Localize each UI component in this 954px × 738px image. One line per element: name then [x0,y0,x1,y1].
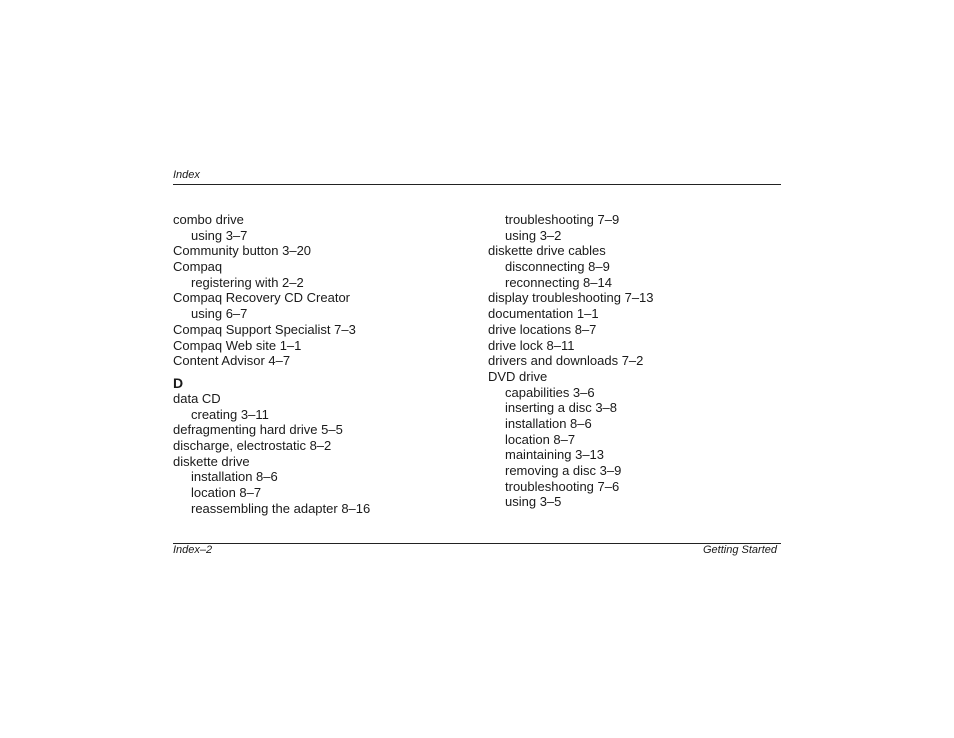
index-entry: Compaq Support Specialist 7–3 [173,321,356,337]
footer-rule [173,543,781,544]
index-subentry: capabilities 3–6 [505,384,595,400]
index-entry: combo drive [173,212,244,227]
index-entry: discharge, electrostatic 8–2 [173,437,332,453]
index-entry: defragmenting hard drive 5–5 [173,422,343,438]
index-subentry: installation 8–6 [191,469,278,485]
index-entry: drive locations 8–7 [488,321,597,337]
index-entry: Compaq [173,259,223,275]
index-subentry: reassembling the adapter 8–16 [191,500,371,516]
index-entry: diskette drive [173,453,250,469]
index-subentry: reconnecting 8–14 [505,274,612,290]
index-entry: drive lock 8–11 [488,337,575,353]
index-entry: Content Advisor 4–7 [173,353,291,369]
index-subentry: location 8–7 [505,431,576,447]
index-subentry: registering with 2–2 [191,274,304,290]
index-entry: drivers and downloads 7–2 [488,353,644,369]
index-subentry: using 6–7 [191,306,248,322]
index-column-left [173,212,473,516]
document-title: Getting Started [703,544,777,556]
index-subentry: using 3–5 [505,494,562,510]
index-entry: data CD [173,390,221,406]
index-entry: documentation 1–1 [488,306,599,322]
index-subentry: creating 3–11 [191,406,269,422]
index-subentry: disconnecting 8–9 [505,259,610,275]
index-entry: DVD drive [488,368,548,384]
index-subentry: inserting a disc 3–8 [505,400,618,416]
header-rule [173,184,781,185]
index-subentry: troubleshooting 7–6 [505,478,620,494]
index-column-right [488,212,788,510]
index-entry: Compaq Recovery CD Creator [173,290,351,306]
index-subentry: installation 8–6 [505,415,592,431]
index-subentry: using 3–7 [191,227,248,243]
index-subentry: removing a disc 3–9 [505,463,622,478]
index-subentry: troubleshooting 7–9 [505,212,620,227]
index-subentry: maintaining 3–13 [505,447,605,463]
index-subentry: location 8–7 [191,485,262,500]
section-letter-heading: D [173,374,184,391]
page-number: Index–2 [173,544,213,556]
index-subentry: using 3–2 [505,227,562,243]
index-entry: Community button 3–20 [173,243,312,259]
index-entry: display troubleshooting 7–13 [488,290,654,306]
index-entry: diskette drive cables [488,243,606,259]
running-header: Index [173,169,200,181]
index-entry: Compaq Web site 1–1 [173,337,302,353]
